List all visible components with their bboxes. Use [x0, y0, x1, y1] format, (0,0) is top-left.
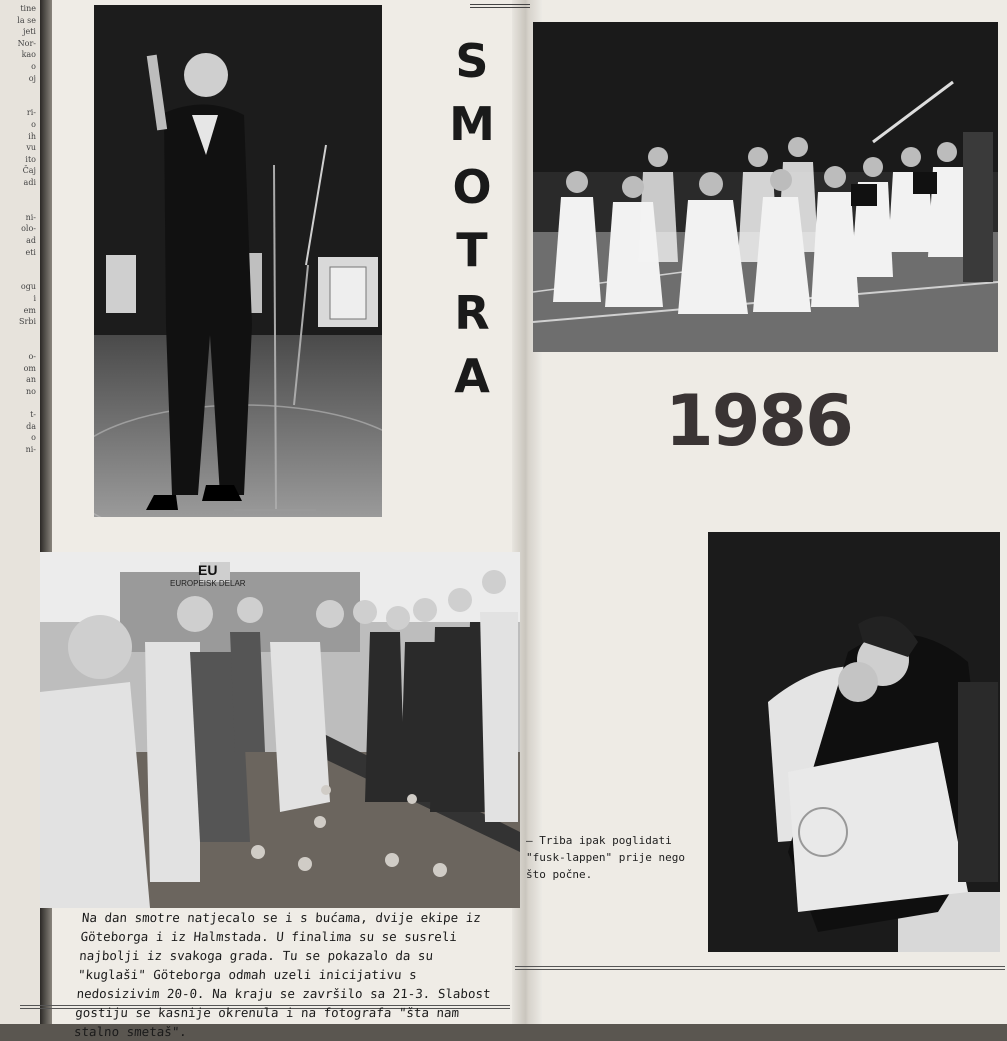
title-letter: S	[455, 34, 489, 88]
title-smotra	[440, 30, 504, 408]
previous-page-text-fragment: Nor-	[17, 38, 36, 48]
photo-folk-dancers	[533, 22, 998, 352]
photo-speaker	[94, 5, 382, 517]
photo-bocce-players	[40, 552, 520, 908]
previous-page-text-fragment: i	[33, 294, 36, 303]
previous-page-text-fragment: no	[26, 386, 36, 396]
previous-page-text-fragment: an	[26, 375, 36, 385]
caption-left: Na dan smotre natjecalo se i s bućama, dvije ekipe iz Göteborga i iz Halmstada. U finalima su se susreli najbolji iz svakoga grada. Tu se pokazalo da su "kuglaši" Göteborga odmah uzeli inicijativu s nedosizivim 20-0. Na kraju se završilo sa 21-3. Slabost gostiju se kasnije okrenula i na fotografa "šta nam stalno smetaš".	[73, 910, 492, 1039]
previous-page-text-fragment: oj	[28, 73, 36, 83]
top-rule	[470, 4, 530, 8]
previous-page-text-fragment: t-	[30, 410, 36, 419]
previous-page-edge	[0, 0, 40, 1024]
previous-page-text-fragment: olo-	[21, 224, 36, 234]
previous-page-text-fragment: ni-	[25, 212, 36, 222]
title-letter: T	[456, 223, 488, 277]
previous-page-text-fragment: o-	[28, 352, 36, 361]
previous-page-text-fragment: vu	[26, 143, 36, 153]
previous-page-text-fragment: ih	[28, 131, 36, 141]
previous-page-text-fragment: jeti	[23, 27, 36, 37]
previous-page-text-fragment: la se	[17, 15, 36, 25]
previous-page-text-fragment: adi	[23, 178, 36, 187]
title-letter: O	[452, 160, 492, 214]
previous-page-text-fragment: o	[31, 62, 36, 71]
previous-page-text-fragment: ad	[26, 236, 36, 245]
previous-page-text-fragment: ni-	[25, 444, 36, 454]
previous-page-text-fragment: ito	[25, 154, 36, 164]
previous-page-text-fragment: ogu	[20, 282, 36, 292]
bottom-rule-right	[515, 966, 1005, 970]
caption-right: – Triba ipak poglidati "fusk-lappen" prije nego što počne.	[526, 834, 685, 881]
title-letter: R	[454, 286, 490, 340]
previous-page-text-fragment: o	[31, 120, 36, 129]
photo-women-reading	[708, 532, 1000, 952]
bowling-sign: EU	[198, 562, 218, 578]
previous-page-text-fragment: eti	[25, 247, 36, 257]
previous-page-text-fragment: om	[23, 363, 36, 373]
title-letter: A	[454, 349, 490, 403]
previous-page-text-fragment: o	[31, 433, 36, 443]
year-heading: 1986	[665, 380, 852, 462]
bowling-sign-subtitle: EUROPEISK DELAR	[170, 579, 246, 588]
previous-page-text-fragment: kao	[21, 50, 36, 60]
previous-page-text-fragment: ri-	[26, 108, 36, 118]
previous-page-text-fragment: Čaj	[22, 166, 36, 176]
title-letter: M	[449, 97, 495, 151]
previous-page-text-fragment: tine	[20, 4, 36, 13]
previous-page-text-fragment: em	[23, 305, 36, 315]
previous-page-text-fragment: Srbi	[19, 317, 36, 327]
previous-page-text-fragment: da	[26, 421, 36, 431]
